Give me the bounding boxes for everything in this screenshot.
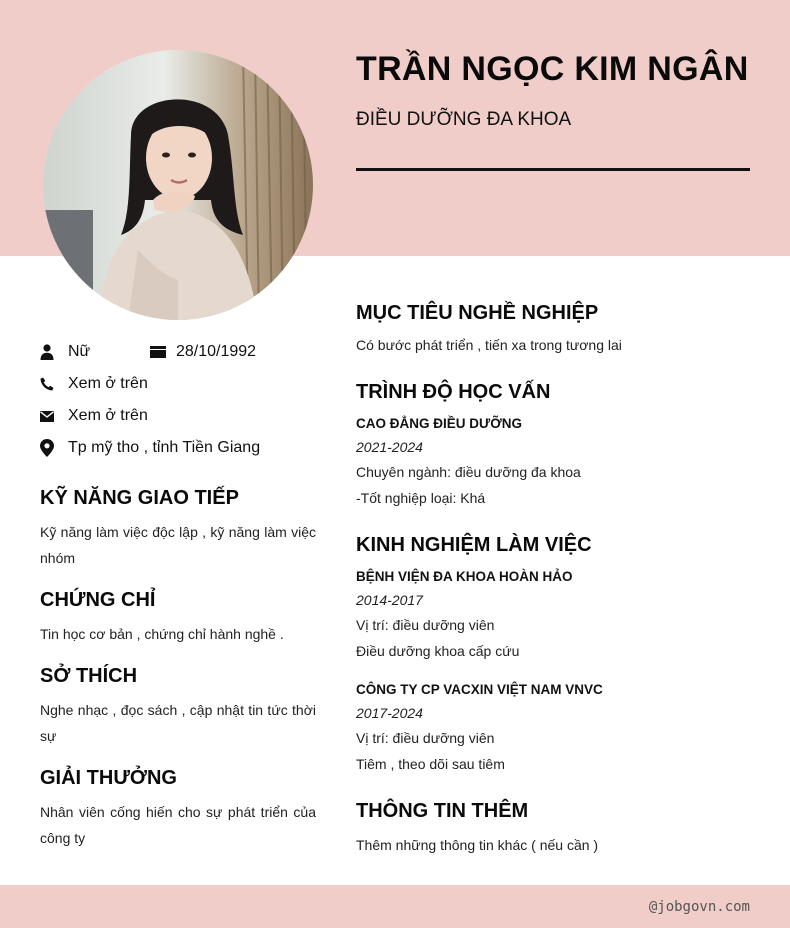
job-title: ĐIỀU DƯỠNG ĐA KHOA bbox=[356, 109, 572, 130]
job-company: CÔNG TY CP VACXIN VIỆT NAM VNVC bbox=[356, 682, 603, 697]
hobbies-text: Nghe nhạc , đọc sách , cập nhật tin tức thời sự bbox=[40, 702, 316, 744]
job-line: Vị trí: điều dưỡng viên bbox=[356, 617, 495, 633]
job-period: 2017-2024 bbox=[356, 705, 423, 721]
watermark: @jobgovn.com bbox=[648, 899, 750, 915]
phone-row bbox=[40, 375, 320, 393]
job-line: Vị trí: điều dưỡng viên bbox=[356, 730, 495, 746]
address-row bbox=[40, 439, 320, 457]
address-value: Tp mỹ tho , tỉnh Tiền Giang bbox=[68, 439, 261, 456]
awards-heading: GIẢI THƯỞNG bbox=[40, 767, 177, 789]
job-line: Tiêm , theo dõi sau tiêm bbox=[356, 756, 505, 772]
job-period: 2014-2017 bbox=[356, 592, 423, 608]
education-line: -Tốt nghiệp loại: Khá bbox=[356, 490, 486, 506]
calendar-icon bbox=[150, 346, 166, 358]
email-row bbox=[40, 407, 320, 425]
email-icon bbox=[40, 408, 54, 424]
objective-heading: MỤC TIÊU NGHỀ NGHIỆP bbox=[356, 302, 599, 324]
skills-heading: KỸ NĂNG GIAO TIẾP bbox=[40, 487, 239, 509]
dob-value: 28/10/1992 bbox=[176, 343, 257, 360]
awards-text: Nhân viên cống hiến cho sự phát triển của công ty bbox=[40, 804, 316, 846]
skills-text: Kỹ năng làm việc độc lập , kỹ năng làm việc nhóm bbox=[40, 524, 316, 566]
email-value: Xem ở trên bbox=[68, 407, 148, 424]
objective-text: Có bước phát triển , tiến xa trong tương lai bbox=[356, 337, 622, 353]
job-line: Điều dưỡng khoa cấp cứu bbox=[356, 643, 520, 659]
phone-value: Xem ở trên bbox=[68, 375, 148, 392]
gender-value: Nữ bbox=[68, 343, 91, 360]
candidate-name: TRẦN NGỌC KIM NGÂN bbox=[356, 50, 749, 88]
location-pin-icon bbox=[40, 440, 54, 456]
profile-photo bbox=[43, 50, 313, 320]
hobbies-heading: SỞ THÍCH bbox=[40, 665, 138, 687]
person-icon bbox=[40, 344, 54, 360]
phone-icon bbox=[40, 376, 54, 392]
dob-row bbox=[150, 343, 256, 361]
header-divider bbox=[356, 168, 750, 171]
extra-info-text: Thêm những thông tin khác ( nếu cần ) bbox=[356, 837, 599, 853]
certificates-heading: CHỨNG CHỈ bbox=[40, 589, 156, 611]
education-school: CAO ĐẲNG ĐIỀU DƯỠNG bbox=[356, 416, 522, 431]
extra-info-heading: THÔNG TIN THÊM bbox=[356, 800, 529, 822]
certificates-text: Tin học cơ bản , chứng chỉ hành nghề . bbox=[40, 626, 284, 642]
job-company: BỆNH VIỆN ĐA KHOA HOÀN HẢO bbox=[356, 569, 573, 584]
education-line: Chuyên ngành: điều dưỡng đa khoa bbox=[356, 464, 581, 480]
education-heading: TRÌNH ĐỘ HỌC VẤN bbox=[356, 381, 551, 403]
education-period: 2021-2024 bbox=[356, 439, 423, 455]
experience-heading: KINH NGHIỆM LÀM VIỆC bbox=[356, 534, 592, 556]
